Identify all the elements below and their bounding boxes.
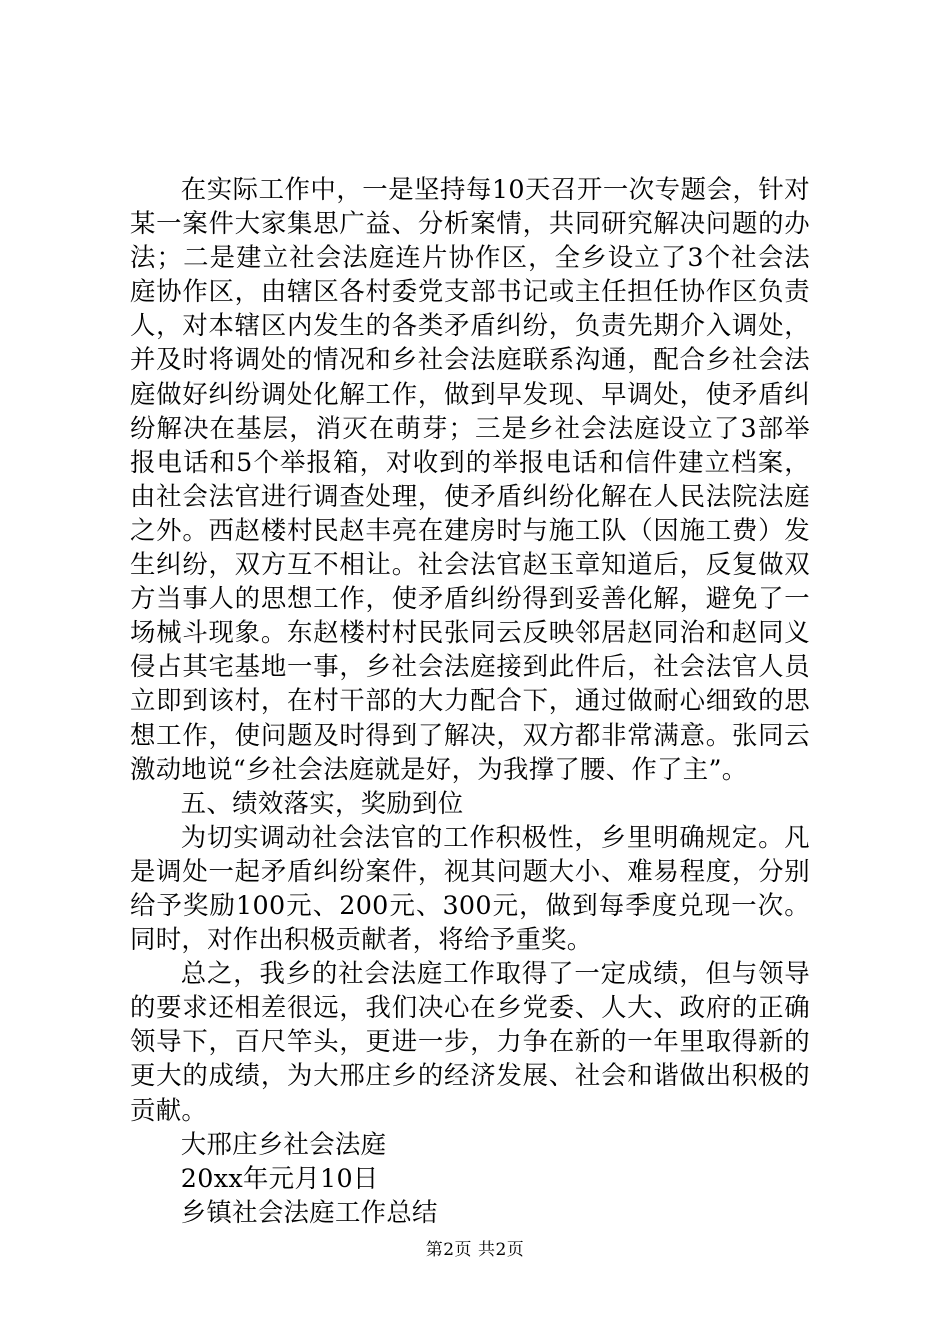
paragraph-reward-policy: 为切实调动社会法官的工作积极性，乡里明确规定。凡是调处一起矛盾纠纷案件，视其问题大小、难易程度，分别给予奖励100元、200元、300元，做到每季度兑现一次。同时，对作出积极贡献者，将给予重奖。 [130, 821, 810, 955]
signature-organization: 大邢庄乡社会法庭 [180, 1128, 387, 1159]
section-heading-performance: 五、绩效落实，奖励到位 [180, 787, 464, 818]
document-title-trailer: 乡镇社会法庭工作总结 [180, 1196, 438, 1227]
paragraph-mediation-measures: 在实际工作中，一是坚持每10天召开一次专题会，针对某一案件大家集思广益、分析案情，共同研究解决问题的办法；二是建立社会法庭连片协作区，全乡设立了3个社会法庭协作区，由辖区各村委党支部书记或主任担任协作区负责人，对本辖区内发生的各类矛盾纠纷，负责先期介入调处，并及时将调处的情况和乡社会法庭联系沟通，配合乡社会法庭做好纠纷调处化解工作，做到早发现、早调处，使矛盾纠纷解决在基层，消灭在萌芽；三是乡社会法庭设立了3部举报电话和5个举报箱，对收到的举报电话和信件建立档案，由社会法官进行调查处理，使矛盾纠纷化解在人民法院法庭之外。西赵楼村民赵丰亮在建房时与施工队（因施工费）发生纠纷，双方互不相让。社会法官赵玉章知道后，反复做双方当事人的思想工作，使矛盾纠纷得到妥善化解，避免了一场械斗现象。东赵楼村村民张同云反映邻居赵同治和赵同义侵占其宅基地一事，乡社会法庭接到此件后，社会法官人员立即到该村，在村干部的大力配合下，通过做耐心细致的思想工作，使问题及时得到了解决，双方都非常满意。张同云激动地说“乡社会法庭就是好，为我撑了腰、作了主”。 [130, 174, 810, 784]
signature-date: 20xx年元月10日 [180, 1162, 379, 1193]
paragraph-conclusion: 总之，我乡的社会法庭工作取得了一定成绩，但与领导的要求还相差很远，我们决心在乡党委、人大、政府的正确领导下，百尺竿头，更进一步，力争在新的一年里取得新的更大的成绩，为大邢庄乡的经济发展、社会和谐做出积极的贡献。 [130, 958, 810, 1125]
document-body [130, 172, 810, 1229]
page-number-footer: 第2页 共2页 [425, 1240, 525, 1260]
